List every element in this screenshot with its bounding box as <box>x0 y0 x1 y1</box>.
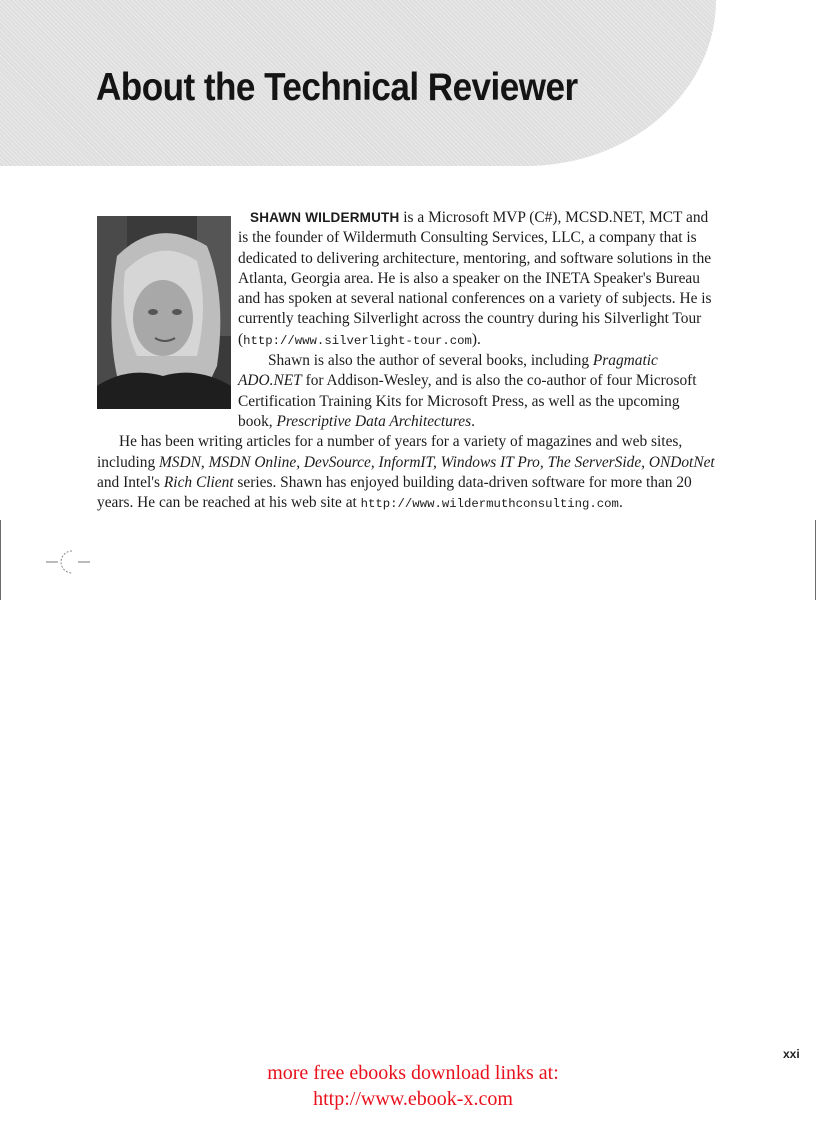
chapter-header-band <box>0 0 716 166</box>
watermark <box>0 1060 816 1112</box>
page-title: About the Technical Reviewer <box>96 66 578 109</box>
crop-mark-icon <box>46 545 92 581</box>
watermark-line-1: more free ebooks download links at: <box>267 1062 559 1084</box>
reviewer-bio <box>97 208 715 514</box>
silverlight-tour-url[interactable]: http://www.silverlight-tour.com <box>243 333 472 348</box>
series-title: Rich Client <box>163 473 234 491</box>
book-title: Pragmatic ADO.NET <box>238 352 658 390</box>
reviewer-name: SHAWN WILDERMUTH <box>250 210 400 225</box>
bio-paragraph-3: He has been writing articles for a number of years for a variety of magazines and web sites, including MSDN, MSDN Online, DevSource, InformIT, Windows IT Pro, The ServerSide, ONDotNet and Intel's Rich Client series. Shawn has enjoyed building data-driven software for more than 20 years. He can be reached at his web site at http://www.wildermuthconsulting.com. <box>97 433 715 512</box>
bio-paragraph-1: SHAWN WILDERMUTH is a Microsoft MVP (C#), MCSD.NET, MCT and is the founder of Wildermuth Consulting Services, LLC, a company that is dedicated to delivering architecture, mentoring, and software solutions in the Atlanta, Georgia area. He is also a speaker on the INETA Speaker's Bureau and has spoken at several national conferences on a variety of subjects. He is currently teaching Silverlight across the country during his Silverlight Tour (http://www.silverlight-tour.com). <box>238 209 712 348</box>
publication-list: MSDN, MSDN Online, DevSource, InformIT, Windows IT Pro, The ServerSide, ONDotNet <box>158 453 715 471</box>
website-url[interactable]: http://www.wildermuthconsulting.com <box>360 497 619 512</box>
book-title: Prescriptive Data Architectures <box>276 412 472 430</box>
watermark-link[interactable]: http://www.ebook-x.com <box>313 1088 513 1110</box>
bio-paragraph-2: Shawn is also the author of several books, including Pragmatic ADO.NET for Addison-Wesley, and is also the co-author of four Microsoft Certification Training Kits for Microsoft Press, as well as the upcoming book, Prescriptive Data Architectures. <box>238 352 697 430</box>
left-margin-line <box>0 520 1 600</box>
page-number: xxi <box>783 1047 800 1061</box>
